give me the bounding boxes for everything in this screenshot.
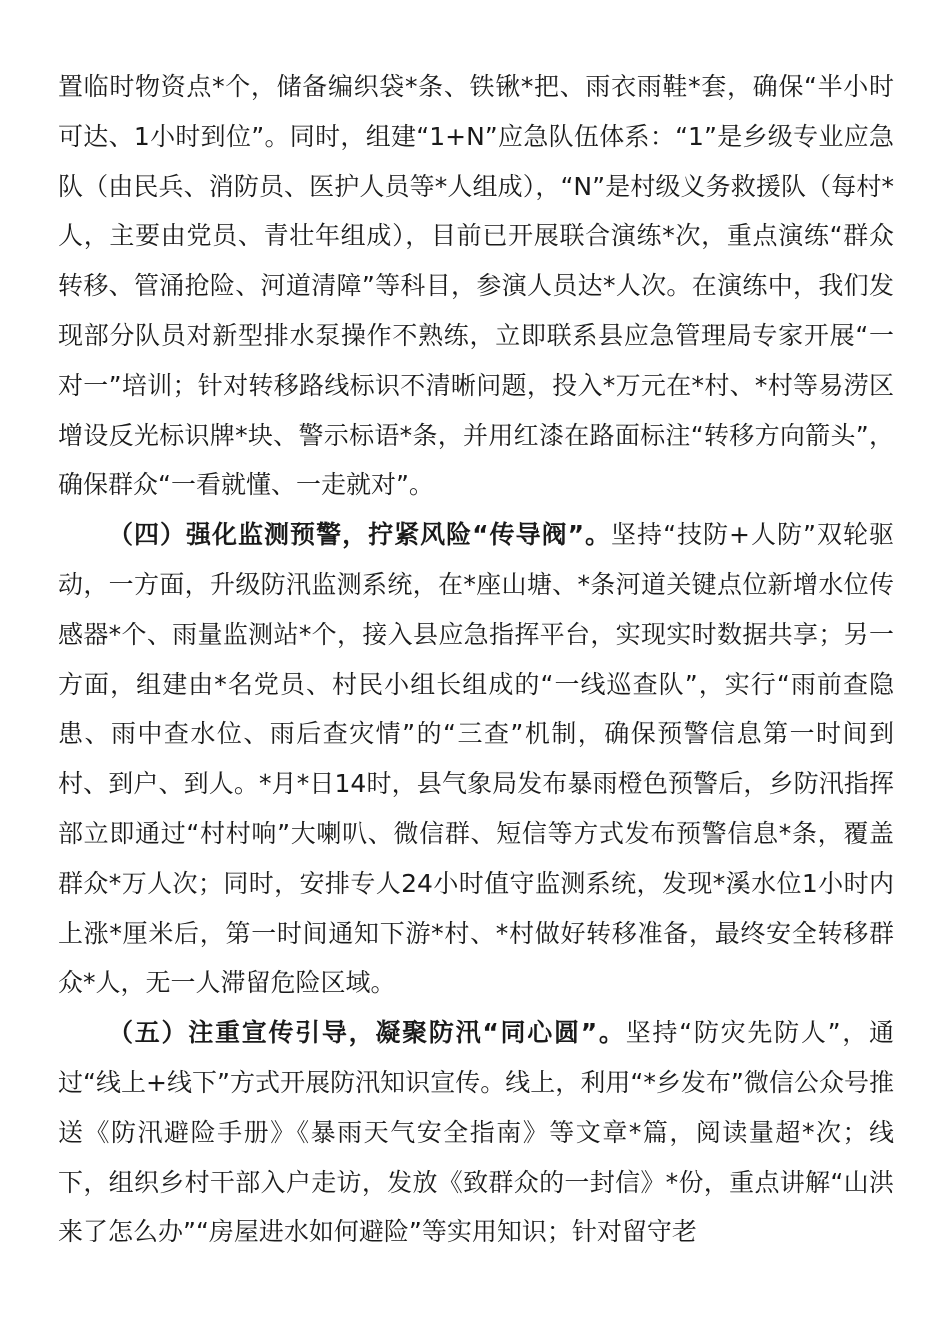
paragraph-body: 坚持“技防+人防”双轮驱动，一方面，升级防汛监测系统，在*座山塘、*条河道关键点位新增水位传感器*个、雨量监测站*个，接入县应急指挥平台，实现实时数据共享；另一方面，组建由*名党员、村民小组长组成的“一线巡查队”，实行“雨前查隐患、雨中查水位、雨后查灾情”的“三查”机制，确保预警信息第一时间到村、到户、到人。*月*日14时，县气象局发布暴雨橙色预警后，乡防汛指挥部立即通过“村村响”大喇叭、微信群、短信等方式发布预警信息*条，覆盖群众*万人次；同时，安排专人24小时值守监测系统，发现*溪水位1小时内上涨*厘米后，第一时间通知下游*村、*村做好转移准备，最终安全转移群众*人，无一人滞留危险区域。 xyxy=(58,520,894,998)
document-page xyxy=(58,62,894,1257)
section-heading: （四）强化监测预警，拧紧风险“传导阀”。 xyxy=(108,520,612,550)
section-heading: （五）注重宣传引导，凝聚防汛“同心圆”。 xyxy=(108,1018,626,1048)
paragraph-body: 置临时物资点*个，储备编织袋*条、铁锹*把、雨衣雨鞋*套，确保“半小时可达、1小时到位”。同时，组建“1+N”应急队伍体系：“1”是乡级专业应急队（由民兵、消防员、医护人员等*人组成），“N”是村级义务救援队（每村*人，主要由党员、青壮年组成），目前已开展联合演练*次，重点演练“群众转移、管涌抢险、河道清障”等科目，参演人员达*人次。在演练中，我们发现部分队员对新型排水泵操作不熟练，立即联系县应急管理局专家开展“一对一”培训；针对转移路线标识不清晰问题，投入*万元在*村、*村等易涝区增设反光标识牌*块、警示标语*条，并用红漆在路面标注“转移方向箭头”，确保群众“一看就懂、一走就对”。 xyxy=(58,72,894,500)
paragraph-section-five xyxy=(58,1008,894,1257)
paragraph-section-four xyxy=(58,510,894,1008)
paragraph-body: 坚持“防灾先防人”，通过“线上+线下”方式开展防汛知识宣传。线上，利用“*乡发布”微信公众号推送《防汛避险手册》《暴雨天气安全指南》等文章*篇，阅读量超*次；线下，组织乡村干部入户走访，发放《致群众的一封信》*份，重点讲解“山洪来了怎么办”“房屋进水如何避险”等实用知识；针对留守老 xyxy=(58,1018,894,1247)
paragraph-continuation xyxy=(58,62,894,510)
